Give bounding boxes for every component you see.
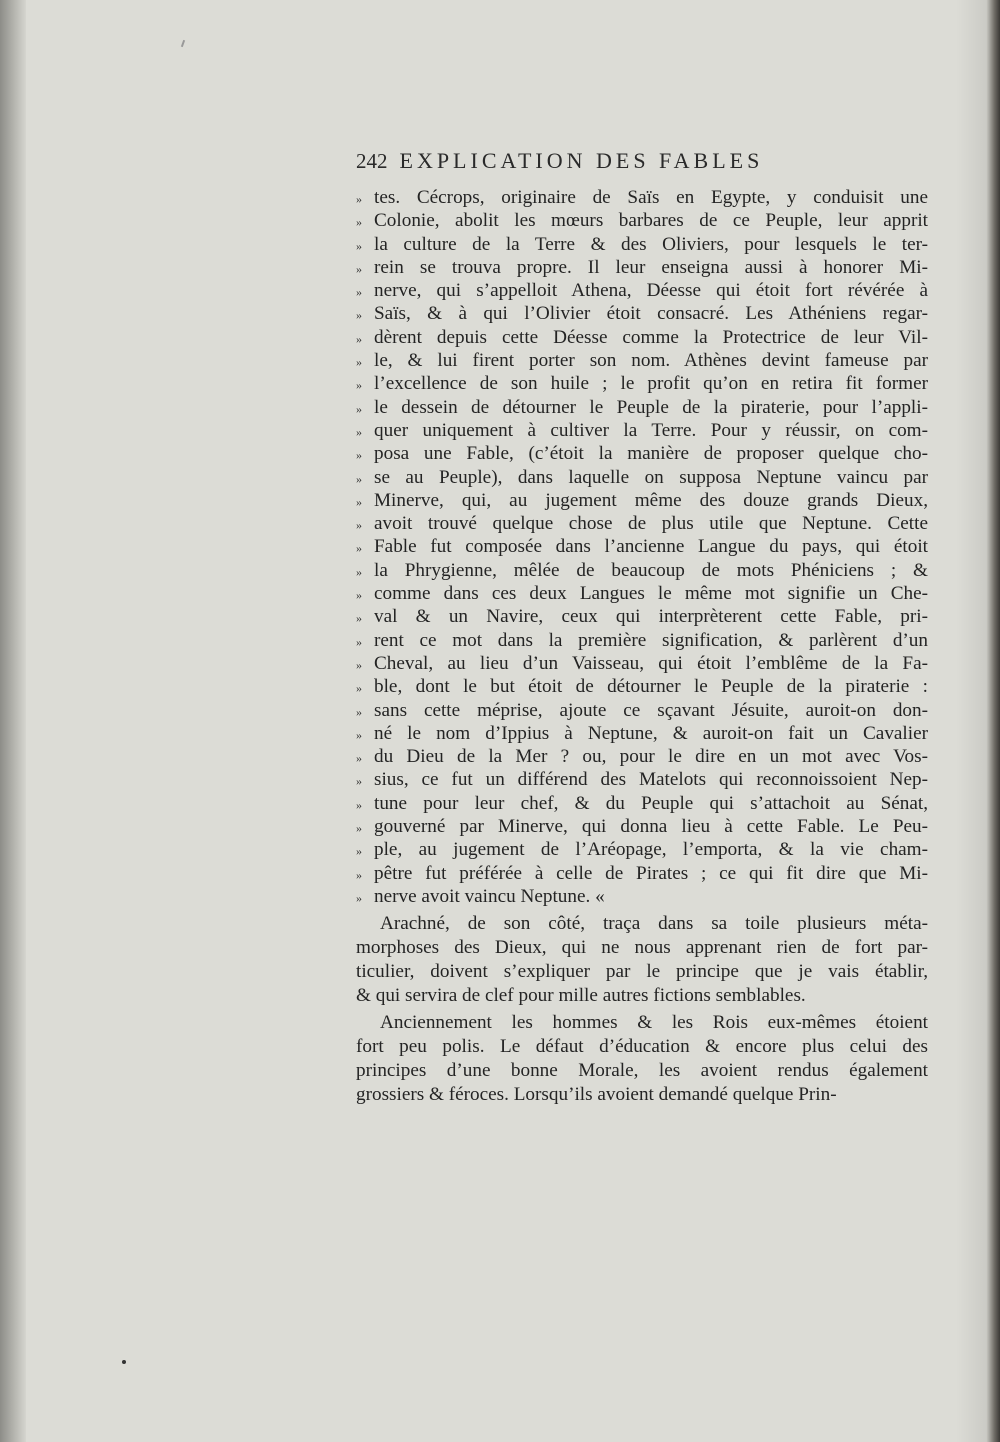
line-text: Minerve, qui, au jugement même des douze grands Dieux, [374,489,928,511]
line-text: comme dans ces deux Langues le même mot signifie un Che- [374,583,928,605]
line-text: ple, au jugement de l’Aréopage, l’emporta, & la vie cham- [374,839,928,861]
paragraph-line: ticulier, doivent s’expliquer par le principe que je vais établir, [356,960,928,982]
quote-mark: » [356,355,362,370]
quote-mark: » [356,588,362,603]
quote-mark: » [356,308,362,323]
quoted-line [356,186,928,209]
line-text: tune pour leur chef, & du Peuple qui s’attachoit au Sénat, [374,792,928,814]
quoted-line [356,792,928,815]
quote-mark: » [356,215,362,230]
quoted-line [356,466,928,489]
paragraph-line: grossiers & féroces. Lorsqu’ils avoient demandé quelque Prin- [356,1083,837,1105]
quoted-line [356,582,928,605]
quoted-line [356,442,928,465]
quoted-line [356,605,928,628]
quote-mark: » [356,751,362,766]
running-title: EXPLICATION DES FABLES [399,148,764,173]
line-text: quer uniquement à cultiver la Terre. Pour y réussir, on com- [374,419,928,441]
quoted-line [356,675,928,698]
quote-mark: » [356,774,362,789]
quote-mark: » [356,704,362,719]
quoted-line [356,535,928,558]
line-text: rent ce mot dans la première signification, & parlèrent d’un [374,629,928,651]
quote-mark: » [356,821,362,836]
line-text: ble, dont le but étoit de détourner le Peuple de la piraterie : [374,676,928,698]
quoted-line [356,862,928,885]
binding-gutter [0,0,26,1442]
paragraph-arachne [356,912,928,1007]
line-text: avoit trouvé quelque chose de plus utile que Neptune. Cette [374,513,928,535]
line-text: sans cette méprise, ajoute ce sçavant Jésuite, auroit-on don- [374,699,928,721]
quoted-line [356,838,928,861]
body-text [356,186,928,1107]
quoted-line [356,652,928,675]
paragraph-line: fort peu polis. Le défaut d’éducation & encore plus celui des [356,1036,928,1058]
quoted-line [356,512,928,535]
quote-mark: » [356,238,362,253]
line-text: Fable fut composée dans l’ancienne Langue du pays, qui étoit [374,536,928,558]
line-text: l’excellence de son huile ; le profit qu’on en retira fit former [374,373,928,395]
line-text: rein se trouva propre. Il leur enseigna aussi à honorer Mi- [374,256,928,278]
quote-mark: » [356,727,362,742]
quote-mark: » [356,494,362,509]
quoted-line [356,489,928,512]
quote-mark: » [356,448,362,463]
quoted-line [356,419,928,442]
line-text: posa une Fable, (c’étoit la manière de proposer quelque cho- [374,443,928,465]
line-text: le dessein de détourner le Peuple de la piraterie, pour l’appli- [374,396,928,418]
paper-mark [181,40,185,47]
quoted-line [356,349,928,372]
quote-mark: » [356,192,362,206]
quote-mark: » [356,564,362,579]
quoted-line [356,722,928,745]
line-text: nerve, qui s’appelloit Athena, Déesse qui étoit fort révérée à [374,280,928,302]
paragraph-line: Anciennement les hommes & les Rois eux-mêmes étoient [380,1012,928,1034]
line-text: gouverné par Minerve, qui donna lieu à cette Fable. Le Peu- [374,816,928,838]
quote-mark: » [356,401,362,416]
quote-mark: » [356,424,362,439]
quote-mark: » [356,378,362,393]
paragraph-line: principes d’une bonne Morale, les avoient rendus également [356,1059,928,1081]
quoted-line [356,302,928,325]
quote-mark: » [356,261,362,276]
line-text: Saïs, & à qui l’Olivier étoit consacré. Les Athéniens regar- [374,303,928,325]
line-text: sius, ce fut un différend des Matelots qui reconnoissoient Nep- [374,769,928,791]
quoted-line [356,209,928,232]
page-header [356,148,868,184]
quoted-line [356,279,928,302]
quoted-line [356,629,928,652]
page-fold-shadow [956,0,986,1442]
line-text: la Phrygienne, mêlée de beaucoup de mots Phéniciens ; & [374,559,928,581]
line-text: Colonie, abolit les mœurs barbares de ce Peuple, leur apprit [374,210,928,232]
line-text: du Dieu de la Mer ? ou, pour le dire en un mot avec Vos- [374,746,928,768]
paragraph-anciennement [356,1011,928,1106]
quote-mark: » [356,844,362,859]
quoted-line [356,768,928,791]
paragraph-line: Arachné, de son côté, traça dans sa toile plusieurs méta- [380,913,928,935]
line-text: dèrent depuis cette Déesse comme la Protectrice de leur Vil- [374,326,928,348]
paragraph-line: morphoses des Dieux, qui ne nous apprenant rien de fort par- [356,937,928,958]
quoted-line [356,326,928,349]
quoted-line [356,559,928,582]
quote-mark: » [356,657,362,672]
line-text: né le nom d’Ippius à Neptune, & auroit-on fait un Cavalier [374,722,928,744]
quote-mark: » [356,634,362,649]
quoted-line [356,745,928,768]
paragraph-line: & qui servira de clef pour mille autres fictions semblables. [356,984,806,1006]
line-text: la culture de la Terre & des Oliviers, pour lesquels le ter- [374,233,928,255]
quoted-line [356,396,928,419]
line-text: nerve avoit vaincu Neptune. « [374,885,605,907]
quoted-line [356,815,928,838]
quoted-line [356,699,928,722]
quoted-line [356,233,928,256]
line-text: val & un Navire, ceux qui interprèterent cette Fable, pri- [374,606,928,628]
quoted-line [356,885,928,908]
page-edge [986,0,1000,1442]
quoted-passage [356,186,928,908]
quoted-line [356,256,928,279]
quote-mark: » [356,518,362,533]
page-number: 242 [356,149,388,173]
quote-mark: » [356,331,362,346]
line-text: se au Peuple), dans laquelle on supposa Neptune vaincu par [374,466,928,488]
quote-mark: » [356,681,362,696]
line-text: Cheval, au lieu d’un Vaisseau, qui étoit l’emblême de la Fa- [374,652,928,674]
quote-mark: » [356,890,362,905]
quote-mark: » [356,867,362,882]
line-text: tes. Cécrops, originaire de Saïs en Egypte, y conduisit une [374,187,928,208]
quote-mark: » [356,471,362,486]
quote-mark: » [356,541,362,556]
line-text: pêtre fut préférée à celle de Pirates ; ce qui fit dire que Mi- [374,862,928,884]
quote-mark: » [356,285,362,300]
quoted-line [356,372,928,395]
line-text: le, & lui firent porter son nom. Athènes devint fameuse par [374,350,928,372]
ink-speck [122,1360,126,1364]
quote-mark: » [356,797,362,812]
quote-mark: » [356,611,362,626]
